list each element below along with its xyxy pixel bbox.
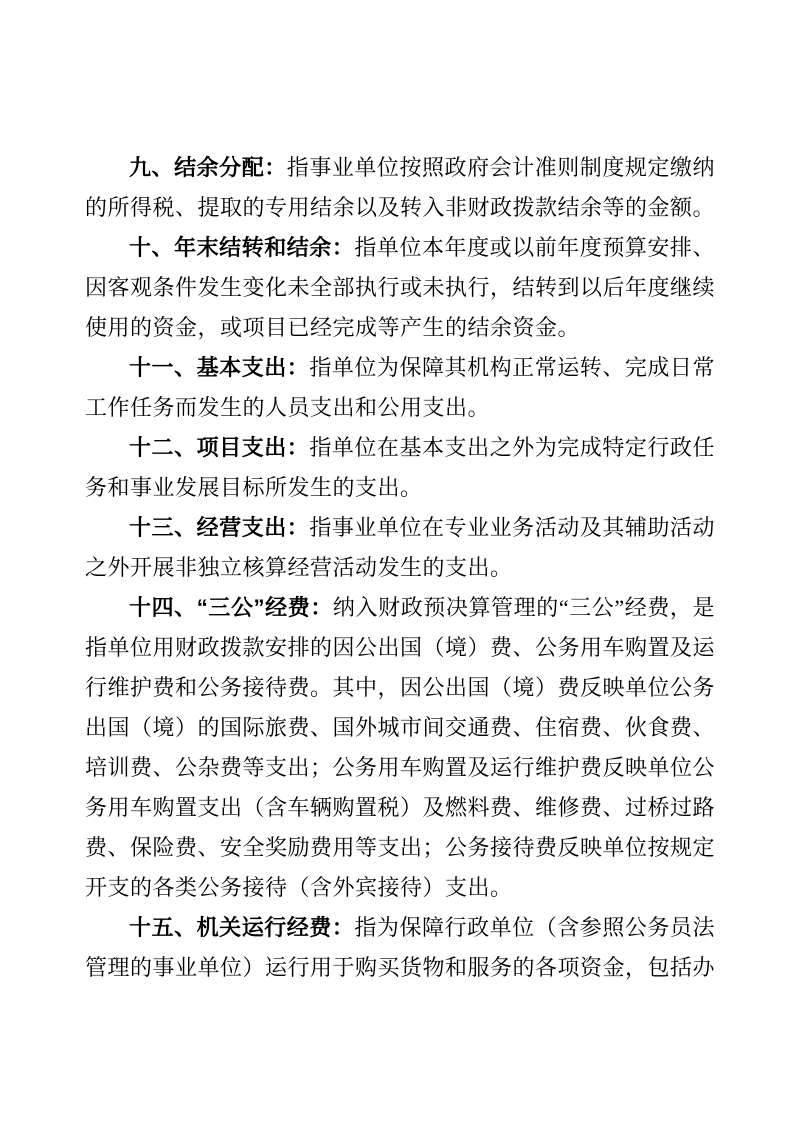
term-definition: 纳入财政预决算管理的“三公”经费，是指单位用财政拨款安排的因公出国（境）费、公务用车购置及运行维护费和公务接待费。其中，因公出国（境）费反映单位公务出国（境）的国际旅费、国外城市间交通费、住宿费、伙食费、培训费、公杂费等支出；公务用车购置及运行维护费反映单位公务用车购置支出（含车辆购置税）及燃料费、维修费、过桥过路费、保险费、安全奖励费用等支出；公务接待费反映单位按规定开支的各类公务接待（含外宾接待）支出。 (85, 595, 716, 900)
term-definition: 指单位在基本支出之外为完成特定行政任务和事业发展目标所发生的支出。 (85, 435, 715, 500)
term-definition: 指事业单位按照政府会计准则制度规定缴纳的所得税、提取的专用结余以及转入非财政拨款结余等的金额。 (85, 155, 716, 220)
term-label: 十三、经营支出： (129, 515, 310, 540)
term-label: 九、结余分配： (129, 155, 287, 180)
term-definition: 指单位本年度或以前年度预算安排、因客观条件发生变化未全部执行或未执行，结转到以后年度继续使用的资金，或项目已经完成等产生的结余资金。 (85, 235, 716, 340)
term-label: 十五、机关运行经费： (129, 915, 355, 940)
paragraph-agency-operating-funds (85, 908, 715, 988)
term-definition: 指单位为保障其机构正常运转、完成日常工作任务而发生的人员支出和公用支出。 (85, 355, 715, 420)
term-label: 十一、基本支出： (129, 355, 310, 380)
term-label: 十二、项目支出： (129, 435, 310, 460)
paragraph-three-public-funds (85, 588, 715, 908)
paragraph-project-expenditure (85, 428, 715, 508)
paragraph-year-end-carryover (85, 228, 715, 348)
term-definition: 指为保障行政单位（含参照公务员法管理的事业单位）运行用于购买货物和服务的各项资金，包括办 (85, 915, 716, 980)
paragraph-operating-expenditure (85, 508, 715, 588)
term-label: 十四、“三公”经费： (129, 595, 333, 620)
term-label: 十、年末结转和结余： (129, 235, 355, 260)
paragraph-basic-expenditure (85, 348, 715, 428)
term-definition: 指事业单位在专业业务活动及其辅助活动之外开展非独立核算经营活动发生的支出。 (85, 515, 715, 580)
paragraph-surplus-distribution (85, 148, 715, 228)
